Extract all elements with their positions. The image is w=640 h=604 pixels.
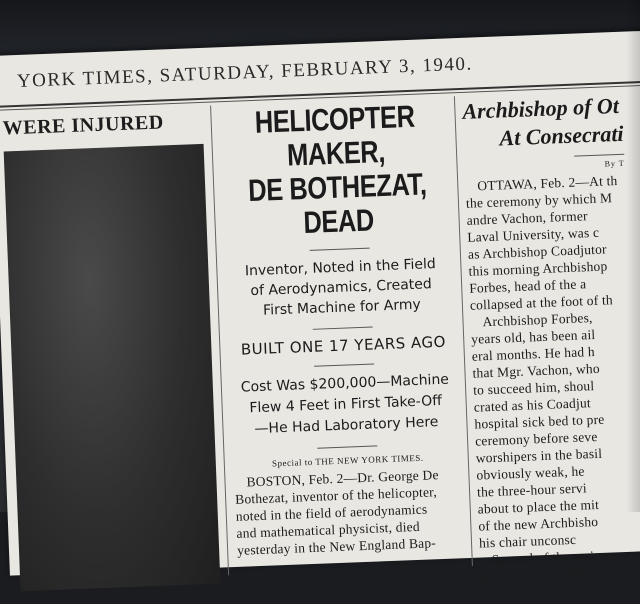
main-deck-2: [227, 369, 465, 441]
main-deck-1: [222, 253, 460, 322]
body-line: his chair unconsc: [478, 531, 577, 551]
body-line: BOSTON, Feb. 2—Dr. George De: [246, 467, 439, 490]
deck-separator-1: [313, 327, 373, 330]
news-photo: [4, 144, 221, 591]
body-line: andre Vachon, former: [466, 208, 588, 228]
right-story-body: [465, 169, 640, 586]
body-line: rushed to his assista: [480, 565, 593, 585]
body-line: Several of the assi: [491, 548, 595, 568]
right-headline-line2: At Consecrati: [499, 120, 624, 151]
deck2-line1: Cost Was $200,000—Machine: [240, 371, 450, 396]
body-line: hospital sick bed to pre: [474, 411, 605, 432]
body-line: the ceremony by which M: [465, 190, 613, 211]
body-line: worshipers in the basil: [475, 445, 603, 466]
main-headline-line2: DE BOTHEZAT, DEAD: [247, 166, 427, 241]
body-line: ceremony before seve: [474, 428, 598, 449]
body-line: this morning Archbishop: [468, 258, 608, 279]
body-line: of the new Archbisho: [478, 514, 599, 534]
headline-separator: [310, 248, 370, 251]
left-headline-fragment: WERE INJURED: [2, 111, 165, 140]
newspaper-page: [0, 29, 640, 585]
main-bank: BUILT ONE 17 YEARS AGO: [240, 332, 447, 359]
deck1-line2: of Aerodynamics, Created: [250, 276, 433, 300]
page-edge-shadow: [626, 0, 640, 512]
main-story-body: [230, 465, 469, 559]
main-story-column: [216, 98, 469, 559]
deck1-line3: First Machine for Army: [262, 296, 422, 319]
body-line: yesterday in the New England Bap-: [236, 535, 437, 558]
body-line: noted in the field of aerodynamics: [235, 501, 428, 524]
body-line: to succeed him, shoul: [472, 378, 595, 398]
deck-separator-3: [317, 445, 377, 448]
main-headline: [216, 98, 457, 243]
body-line: OTTAWA, Feb. 2—At th: [477, 173, 618, 194]
right-story-column: [462, 89, 640, 586]
body-line: about to place the mit: [477, 496, 600, 517]
right-headline-separator: [574, 154, 624, 157]
body-line: that Mgr. Vachon, who: [472, 360, 601, 381]
body-line: and mathematical physicist, died: [236, 518, 421, 541]
body-line: the three-hour servi: [476, 480, 588, 500]
right-headline-line1: Archbishop of Ot: [461, 92, 620, 124]
deck1-line1: Inventor, Noted in the Field: [244, 256, 437, 280]
deck2-line2: Flew 4 Feet in First Take-Off: [249, 392, 443, 417]
body-line: obviously weak, he: [476, 463, 585, 483]
body-line: as Archbishop Coadjutor: [467, 241, 607, 262]
body-line: eral months. He had h: [471, 344, 596, 364]
body-line: years old, has been ail: [470, 326, 596, 347]
left-column: [2, 110, 208, 141]
masthead-dateline: YORK TIMES, SATURDAY, FEBRUARY 3, 1940.: [16, 53, 474, 92]
body-line: collapsed at the foot of th: [469, 292, 614, 313]
body-line: Forbes, head of the a: [468, 276, 587, 296]
right-byline: By T: [604, 158, 625, 169]
deck-separator-2: [314, 363, 374, 366]
body-line: crated as his Coadjut: [473, 395, 592, 415]
body-line: Laval University, was c: [467, 224, 600, 245]
body-line: Bothezat, inventor of the helicopter,: [234, 484, 438, 507]
deck2-line3: —He Had Laboratory Here: [254, 414, 439, 438]
main-headline-line1: HELICOPTER MAKER,: [254, 98, 416, 173]
body-line: Archbishop Forbes,: [482, 310, 593, 330]
special-credit: Special to THE NEW YORK TIMES.: [271, 452, 424, 469]
